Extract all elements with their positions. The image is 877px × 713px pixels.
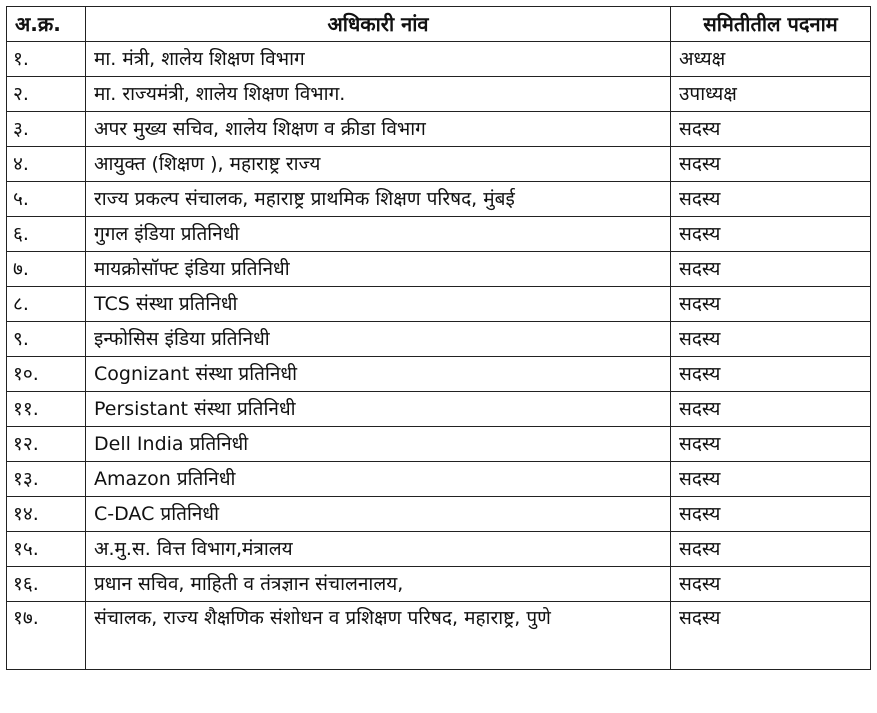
- cell-officer-name: TCS संस्था प्रतिनिधी: [86, 287, 671, 322]
- cell-officer-name: आयुक्त (शिक्षण ), महाराष्ट्र राज्य: [86, 147, 671, 182]
- cell-serial: ३.: [7, 112, 86, 147]
- table-row: [7, 357, 871, 392]
- table-row: [7, 427, 871, 462]
- cell-designation: सदस्य: [671, 462, 871, 497]
- table-row: [7, 112, 871, 147]
- cell-officer-name: मा. राज्यमंत्री, शालेय शिक्षण विभाग.: [86, 77, 671, 112]
- cell-officer-name: Dell India प्रतिनिधी: [86, 427, 671, 462]
- cell-serial: ७.: [7, 252, 86, 287]
- cell-designation: सदस्य: [671, 217, 871, 252]
- table-row: [7, 182, 871, 217]
- cell-serial: ८.: [7, 287, 86, 322]
- cell-officer-name: Cognizant संस्था प्रतिनिधी: [86, 357, 671, 392]
- table-row: [7, 147, 871, 182]
- cell-serial: ५.: [7, 182, 86, 217]
- table-row: [7, 532, 871, 567]
- cell-designation: सदस्य: [671, 532, 871, 567]
- table-row: [7, 252, 871, 287]
- header-row: [7, 7, 871, 42]
- cell-designation: सदस्य: [671, 112, 871, 147]
- cell-designation: सदस्य: [671, 322, 871, 357]
- cell-designation: सदस्य: [671, 497, 871, 532]
- cell-designation: सदस्य: [671, 287, 871, 322]
- cell-designation: सदस्य: [671, 427, 871, 462]
- cell-serial: ९.: [7, 322, 86, 357]
- cell-serial: १६.: [7, 567, 86, 602]
- cell-designation: सदस्य: [671, 252, 871, 287]
- cell-serial: १२.: [7, 427, 86, 462]
- cell-designation: अध्यक्ष: [671, 42, 871, 77]
- cell-officer-name: Persistant संस्था प्रतिनिधी: [86, 392, 671, 427]
- table-row: [7, 217, 871, 252]
- table-row: [7, 287, 871, 322]
- cell-serial: १.: [7, 42, 86, 77]
- cell-designation: सदस्य: [671, 182, 871, 217]
- cell-designation: उपाध्यक्ष: [671, 77, 871, 112]
- table-row: [7, 462, 871, 497]
- cell-serial: ६.: [7, 217, 86, 252]
- cell-serial: १०.: [7, 357, 86, 392]
- cell-serial: १५.: [7, 532, 86, 567]
- cell-officer-name: राज्य प्रकल्प संचालक, महाराष्ट्र प्राथमिक शिक्षण परिषद, मुंबई: [86, 182, 671, 217]
- cell-officer-name: गुगल इंडिया प्रतिनिधी: [86, 217, 671, 252]
- table-row: [7, 392, 871, 427]
- cell-officer-name: इन्फोसिस इंडिया प्रतिनिधी: [86, 322, 671, 357]
- cell-officer-name: संचालक, राज्य शैक्षणिक संशोधन व प्रशिक्षण परिषद, महाराष्ट्र, पुणे: [86, 602, 671, 670]
- cell-designation: सदस्य: [671, 357, 871, 392]
- cell-designation: सदस्य: [671, 147, 871, 182]
- cell-officer-name: Amazon प्रतिनिधी: [86, 462, 671, 497]
- cell-officer-name: C-DAC प्रतिनिधी: [86, 497, 671, 532]
- cell-officer-name: अपर मुख्य सचिव, शालेय शिक्षण व क्रीडा विभाग: [86, 112, 671, 147]
- cell-serial: १७.: [7, 602, 86, 670]
- table-row: [7, 77, 871, 112]
- cell-serial: १४.: [7, 497, 86, 532]
- header-serial: अ.क्र.: [7, 7, 86, 42]
- table-row: [7, 42, 871, 77]
- cell-serial: ४.: [7, 147, 86, 182]
- cell-designation: सदस्य: [671, 392, 871, 427]
- table-row: [7, 602, 871, 670]
- cell-serial: ११.: [7, 392, 86, 427]
- table-row: [7, 497, 871, 532]
- cell-officer-name: मा. मंत्री, शालेय शिक्षण विभाग: [86, 42, 671, 77]
- header-committee-designation: समितीतील पदनाम: [671, 7, 871, 42]
- table-row: [7, 322, 871, 357]
- committee-table: [6, 6, 871, 670]
- cell-designation: सदस्य: [671, 602, 871, 670]
- cell-serial: २.: [7, 77, 86, 112]
- cell-officer-name: मायक्रोसॉफ्ट इंडिया प्रतिनिधी: [86, 252, 671, 287]
- cell-officer-name: अ.मु.स. वित्त विभाग,मंत्रालय: [86, 532, 671, 567]
- header-officer-name: अधिकारी नांव: [86, 7, 671, 42]
- cell-designation: सदस्य: [671, 567, 871, 602]
- cell-serial: १३.: [7, 462, 86, 497]
- table-row: [7, 567, 871, 602]
- cell-officer-name: प्रधान सचिव, माहिती व तंत्रज्ञान संचालनालय,: [86, 567, 671, 602]
